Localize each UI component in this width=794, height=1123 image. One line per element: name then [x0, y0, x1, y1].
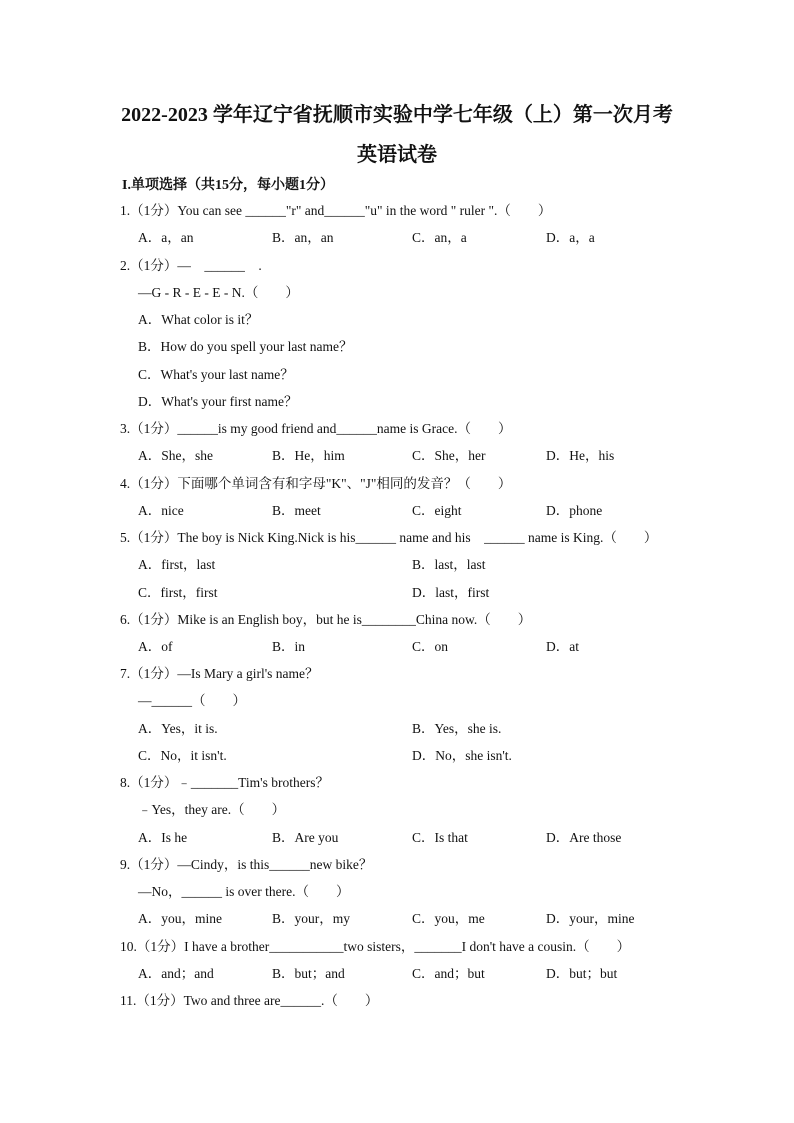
section-heading: I.单项选择（共15分，每小题1分） — [122, 178, 334, 193]
exam-subtitle: 英语试卷 — [357, 144, 437, 166]
question-7-reply: —______（ ） — [138, 693, 246, 708]
option-c: C．Is that — [412, 830, 468, 845]
option-b: B．in — [272, 639, 306, 654]
exam-title: 2022-2023 学年辽宁省抚顺市实验中学七年级（上）第一次月考 — [121, 104, 673, 126]
option-d: D．Are those — [546, 830, 622, 845]
option-c: C．you，me — [412, 911, 485, 926]
option-c: C．first，first — [138, 585, 218, 600]
option-a: A．She，she — [138, 448, 213, 463]
option-c: C．eight — [412, 503, 462, 518]
option-d: D．at — [546, 639, 579, 654]
option-b: B．last，last — [412, 557, 486, 572]
option-a: A．Is he — [138, 830, 188, 845]
option-a: A．a，an — [138, 230, 194, 245]
option-d: D．your，mine — [546, 911, 635, 926]
question-10: 10.（1分）I have a brother___________two sisters，_______I don't have a cousin.（ ） — [120, 939, 631, 954]
question-7: 7.（1分）—Is Mary a girl's name？ — [120, 666, 319, 681]
option-b: B．Yes，she is. — [412, 721, 502, 736]
option-b: B．meet — [272, 503, 321, 518]
option-b: B．Are you — [272, 830, 339, 845]
question-6: 6.（1分）Mike is an English boy，but he is________China now.（ ） — [120, 612, 532, 627]
option-b: B．He，him — [272, 448, 345, 463]
option-d: D．He，his — [546, 448, 615, 463]
question-9: 9.（1分）—Cindy，is this______new bike？ — [120, 857, 373, 872]
option-c: C．an，a — [412, 230, 467, 245]
option-d: D．last，first — [412, 585, 490, 600]
option-a: A．nice — [138, 503, 184, 518]
question-2-reply: —G - R - E - E - N.（ ） — [138, 285, 299, 300]
option-b: B．your，my — [272, 911, 351, 926]
option-a: A．What color is it？ — [138, 312, 259, 327]
question-8-reply: ﹣Yes，they are.（ ） — [138, 802, 286, 817]
option-c: C．What's your last name？ — [138, 367, 294, 382]
option-b: B．an，an — [272, 230, 334, 245]
option-c: C．No，it isn't. — [138, 748, 227, 763]
question-9-reply: —No，______ is over there.（ ） — [138, 884, 350, 899]
option-a: A．Yes，it is. — [138, 721, 218, 736]
option-d: D．phone — [546, 503, 603, 518]
option-a: A．and；and — [138, 966, 214, 981]
option-a: A．of — [138, 639, 173, 654]
question-11: 11.（1分）Two and three are______.（ ） — [120, 993, 379, 1008]
option-c: C．on — [412, 639, 449, 654]
question-4: 4.（1分）下面哪个单词含有和字母"K"、"J"相同的发音？（ ） — [120, 476, 512, 491]
option-b: B．How do you spell your last name？ — [138, 339, 353, 354]
option-b: B．but；and — [272, 966, 345, 981]
question-5: 5.（1分）The boy is Nick King.Nick is his______ name and his ______ name is King.（ ） — [120, 530, 658, 545]
option-a: A．you，mine — [138, 911, 222, 926]
question-2: 2.（1分）— ______ . — [120, 258, 262, 273]
option-c: C．She，her — [412, 448, 486, 463]
option-d: D．What's your first name？ — [138, 394, 298, 409]
question-3: 3.（1分）______is my good friend and______name is Grace.（ ） — [120, 421, 512, 436]
question-1: 1.（1分）You can see ______"r" and______"u" in the word " ruler ".（ ） — [120, 203, 552, 218]
question-8: 8.（1分）﹣_______Tim's brothers？ — [120, 775, 329, 790]
option-a: A．first，last — [138, 557, 216, 572]
option-d: D．No，she isn't. — [412, 748, 512, 763]
option-c: C．and；but — [412, 966, 485, 981]
option-d: D．a，a — [546, 230, 595, 245]
option-d: D．but；but — [546, 966, 618, 981]
